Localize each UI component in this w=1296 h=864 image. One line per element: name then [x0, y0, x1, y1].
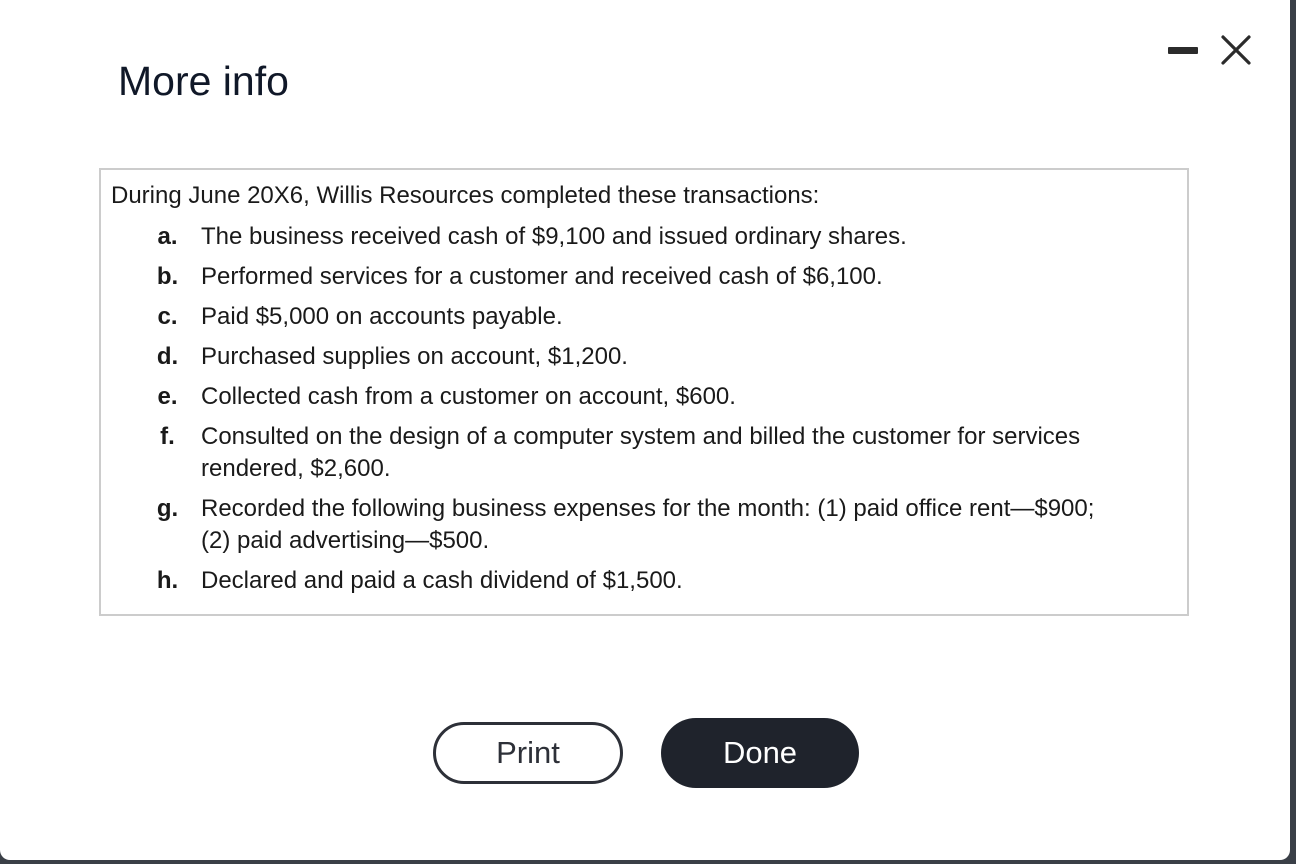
item-text: Performed services for a customer and received cash of $6,100.	[201, 263, 883, 290]
close-icon	[1220, 34, 1252, 66]
item-text: Consulted on the design of a computer system and billed the customer for services rendered, $2,600.	[201, 423, 1081, 482]
close-button[interactable]	[1220, 34, 1252, 66]
list-item	[111, 493, 1177, 557]
list-item	[111, 221, 1177, 253]
item-text: Collected cash from a customer on account, $600.	[201, 383, 736, 410]
window-controls	[1168, 34, 1252, 66]
list-item	[111, 301, 1177, 333]
item-letter: h.	[156, 567, 179, 594]
list-item	[111, 565, 1177, 597]
list-item	[111, 421, 1177, 485]
item-text: Recorded the following business expenses for the month: (1) paid office rent—$900; (2) paid advertising—$500.	[201, 495, 1095, 554]
list-item	[111, 261, 1177, 293]
item-text: The business received cash of $9,100 and issued ordinary shares.	[201, 223, 907, 250]
list-item	[111, 341, 1177, 373]
dialog-title: More info	[118, 58, 289, 104]
item-text: Paid $5,000 on accounts payable.	[201, 303, 563, 330]
minimize-icon	[1168, 47, 1198, 54]
print-button[interactable]: Print	[433, 722, 623, 784]
item-text: Declared and paid a cash dividend of $1,500.	[201, 567, 683, 594]
transaction-list	[111, 221, 1177, 597]
item-text: Purchased supplies on account, $1,200.	[201, 343, 628, 370]
item-letter: c.	[157, 303, 178, 330]
item-letter: e.	[157, 383, 178, 410]
intro-text: During June 20X6, Willis Resources completed these transactions:	[111, 182, 820, 209]
done-button[interactable]: Done	[661, 718, 859, 788]
item-letter: a.	[157, 223, 178, 250]
item-letter: d.	[156, 343, 179, 370]
transactions-box	[99, 168, 1189, 616]
item-letter: b.	[156, 263, 179, 290]
item-letter: g.	[156, 495, 179, 522]
item-letter: f.	[160, 423, 175, 450]
minimize-button[interactable]	[1168, 34, 1198, 66]
list-item	[111, 381, 1177, 413]
